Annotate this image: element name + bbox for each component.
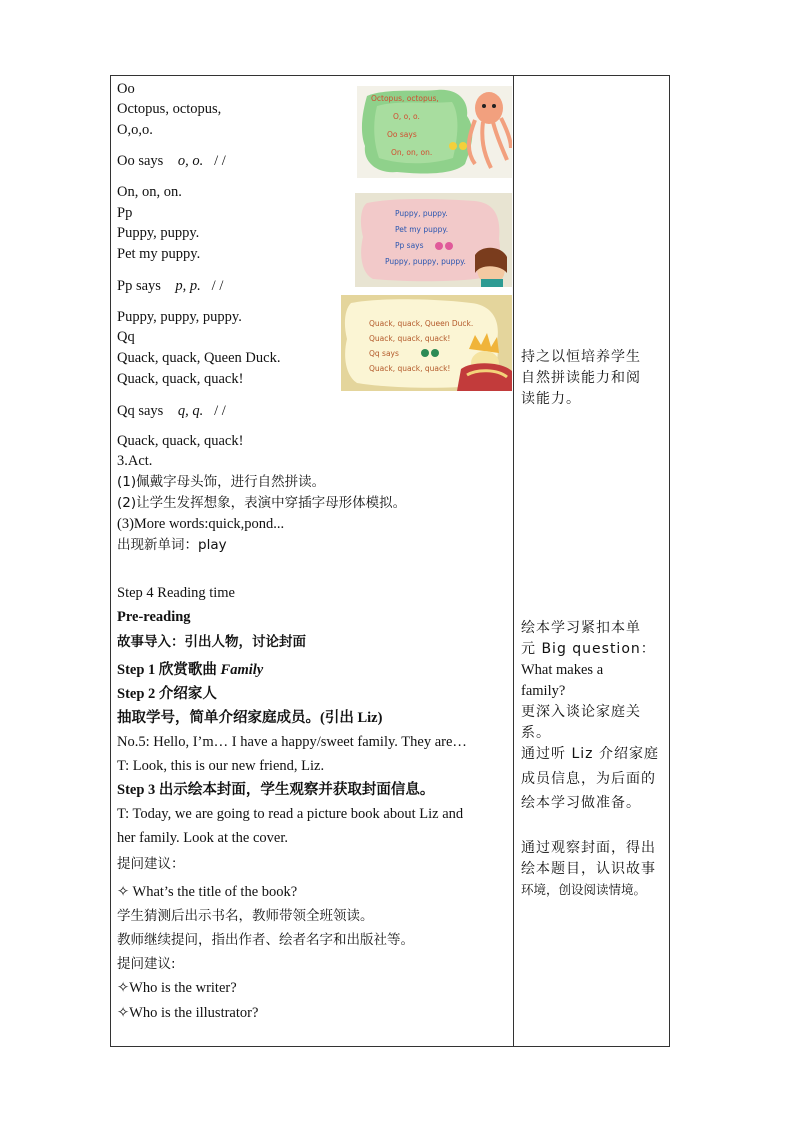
text-segment: Family [220, 662, 264, 678]
step-heading [117, 661, 263, 679]
picture-caption: Puppy, puppy. [395, 209, 448, 218]
picture-caption: Quack, quack, Queen Duck. [369, 319, 474, 328]
note-line: 通过听 Liz 介绍家庭 [521, 746, 659, 762]
text-segment: / / [211, 278, 224, 294]
text-line: her family. Look at the cover. [117, 830, 288, 846]
picture-caption: Puppy, puppy, puppy. [385, 257, 466, 266]
step-heading: Step 3 出示绘本封面，学生观察并获取封面信息。 [117, 782, 435, 798]
puppy-illustration [355, 193, 512, 287]
text-line: (3)More words:quick,pond... [117, 516, 285, 532]
section-heading: Pre-reading [117, 609, 191, 625]
note-line: 系。 [521, 725, 551, 741]
text-segment: / / [214, 403, 226, 419]
text-segment: q, q. [177, 403, 204, 419]
picture-caption: Octopus, octopus, [371, 94, 439, 103]
text-line [117, 277, 223, 295]
step-heading: Step 2 介绍家人 [117, 686, 217, 702]
puppy-chant-image [355, 193, 512, 287]
text-line: 3.Act. [117, 453, 153, 469]
picture-caption: Oo says [387, 130, 417, 139]
text-line [117, 402, 226, 420]
text-line: O,o,o. [117, 122, 153, 138]
picture-caption: Pet my puppy. [395, 225, 449, 234]
note-line: 元 Big question： [521, 641, 656, 657]
text-line: (1)佩戴字母头饰，进行自然拼读。 [117, 474, 326, 490]
picture-caption: Quack, quack, quack! [369, 334, 451, 343]
text-line: T: Today, we are going to read a picture book about Liz and [117, 806, 464, 822]
text-line: (2)让学生发挥想象，表演中穿插字母形体模拟。 [117, 495, 407, 511]
text-line: 学生猜测后出示书名，教师带领全班领读。 [117, 908, 374, 924]
text-line: 教师继续提问，指出作者、绘者名字和出版社等。 [117, 932, 414, 948]
text-line: Qq [117, 329, 135, 345]
picture-caption: On, on, on. [391, 148, 433, 157]
picture-caption: O, o, o. [393, 112, 420, 121]
text-line: Puppy, puppy. [117, 225, 200, 241]
octopus-chant-image [357, 86, 512, 178]
text-line: 抽取学号，简单介绍家庭成员。(引出 Liz) [117, 710, 383, 726]
note-line: 绘本题目，认识故事 [521, 861, 656, 877]
section-heading: 故事导入：引出人物，讨论封面 [117, 634, 306, 650]
text-segment: / / [214, 153, 226, 169]
text-line: ✧Who is the illustrator? [117, 1005, 259, 1021]
note-line: 持之以恒培养学生 [521, 349, 641, 365]
picture-caption: Qq says [369, 349, 399, 358]
text-line: On, on, on. [117, 184, 182, 200]
text-line: Octopus, octopus, [117, 101, 222, 117]
text-line: ✧Who is the writer? [117, 980, 237, 996]
text-segment: Qq says [117, 403, 164, 419]
note-line: 绘本学习紧扣本单 [521, 620, 641, 636]
text-segment: Pp says [117, 278, 161, 294]
section-heading: Step 4 Reading time [117, 585, 235, 601]
note-line: 成员信息，为后面的 [521, 771, 656, 787]
text-line: 出现新单词：play [117, 537, 227, 553]
text-segment: p, p. [175, 278, 201, 294]
text-line: Quack, quack, quack! [117, 371, 244, 387]
note-line: 环境，创设阅读情境。 [521, 882, 647, 897]
text-line: ✧ What’s the title of the book? [117, 884, 298, 900]
text-line: Quack, quack, Queen Duck. [117, 350, 281, 366]
picture-caption: Pp says [395, 241, 424, 250]
picture-caption: Quack, quack, quack! [369, 364, 451, 373]
text-line: 提问建议: [117, 956, 176, 972]
note-line: 更深入谈论家庭关 [521, 704, 641, 720]
note-line: 读能力。 [521, 391, 581, 407]
column-divider [513, 75, 514, 1047]
note-line: What makes a [521, 662, 604, 678]
text-line: Quack, quack, quack! [117, 433, 244, 449]
text-segment: o, o. [177, 153, 204, 169]
text-line: Pet my puppy. [117, 246, 201, 262]
note-line: 通过观察封面，得出 [521, 840, 656, 856]
text-line: 提问建议： [117, 856, 185, 872]
queen-duck-illustration [341, 295, 512, 391]
text-line: T: Look, this is our new friend, Liz. [117, 758, 325, 774]
text-segment: Oo says [117, 153, 164, 169]
note-line: 自然拼读能力和阅 [521, 370, 641, 386]
text-segment: Step 1 欣赏歌曲 [117, 662, 221, 678]
text-line [117, 152, 226, 170]
duck-chant-image [341, 295, 512, 391]
text-line: Puppy, puppy, puppy. [117, 309, 242, 325]
note-line: 绘本学习做准备。 [521, 795, 641, 811]
note-line: family? [521, 683, 566, 699]
text-line: Oo [117, 81, 135, 97]
text-line: Pp [117, 205, 133, 221]
text-line: No.5: Hello, I’m… I have a happy/sweet family. They are… [117, 734, 467, 750]
